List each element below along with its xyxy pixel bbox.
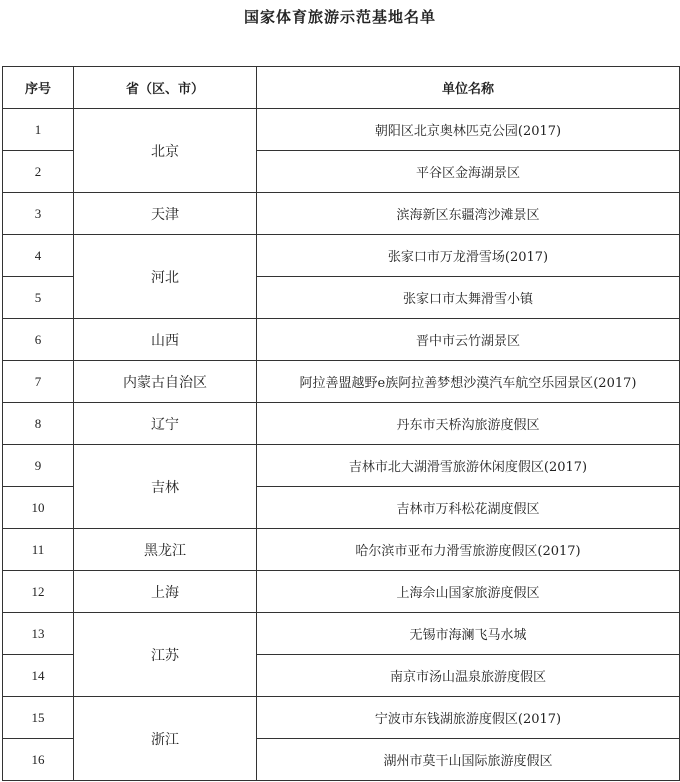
unit-name-cell: 朝阳区北京奥林匹克公园(2017) bbox=[257, 109, 680, 151]
row-number: 16 bbox=[3, 739, 74, 781]
unit-name-cell: 平谷区金海湖景区 bbox=[257, 151, 680, 193]
page-title: 国家体育旅游示范基地名单 bbox=[243, 8, 436, 26]
province-cell: 内蒙古自治区 bbox=[74, 361, 257, 403]
table-header-row bbox=[3, 67, 680, 109]
province-cell: 浙江 bbox=[74, 697, 257, 781]
row-number: 7 bbox=[3, 361, 74, 403]
province-cell: 黑龙江 bbox=[74, 529, 257, 571]
unit-name-cell: 阿拉善盟越野e族阿拉善梦想沙漠汽车航空乐园景区(2017) bbox=[257, 361, 680, 403]
province-cell: 辽宁 bbox=[74, 403, 257, 445]
row-number: 3 bbox=[3, 193, 74, 235]
province-cell: 上海 bbox=[74, 571, 257, 613]
table-row bbox=[3, 235, 680, 277]
table-row bbox=[3, 697, 680, 739]
unit-name-cell: 吉林市万科松花湖度假区 bbox=[257, 487, 680, 529]
base-list-table bbox=[2, 66, 680, 781]
header-province: 省（区、市） bbox=[74, 67, 257, 109]
table-row bbox=[3, 613, 680, 655]
unit-name-cell: 滨海新区东疆湾沙滩景区 bbox=[257, 193, 680, 235]
row-number: 14 bbox=[3, 655, 74, 697]
table-row bbox=[3, 109, 680, 151]
unit-name-cell: 晋中市云竹湖景区 bbox=[257, 319, 680, 361]
table-row bbox=[3, 571, 680, 613]
unit-name-cell: 宁波市东钱湖旅游度假区(2017) bbox=[257, 697, 680, 739]
province-cell: 江苏 bbox=[74, 613, 257, 697]
province-cell: 山西 bbox=[74, 319, 257, 361]
unit-name-cell: 无锡市海澜飞马水城 bbox=[257, 613, 680, 655]
table-row bbox=[3, 403, 680, 445]
province-cell: 河北 bbox=[74, 235, 257, 319]
header-unit-name: 单位名称 bbox=[257, 67, 680, 109]
province-cell: 北京 bbox=[74, 109, 257, 193]
table-row bbox=[3, 529, 680, 571]
unit-name-cell: 湖州市莫干山国际旅游度假区 bbox=[257, 739, 680, 781]
unit-name-cell: 上海佘山国家旅游度假区 bbox=[257, 571, 680, 613]
province-cell: 吉林 bbox=[74, 445, 257, 529]
unit-name-cell: 张家口市太舞滑雪小镇 bbox=[257, 277, 680, 319]
unit-name-cell: 南京市汤山温泉旅游度假区 bbox=[257, 655, 680, 697]
row-number: 10 bbox=[3, 487, 74, 529]
row-number: 9 bbox=[3, 445, 74, 487]
unit-name-cell: 吉林市北大湖滑雪旅游休闲度假区(2017) bbox=[257, 445, 680, 487]
row-number: 4 bbox=[3, 235, 74, 277]
table-row bbox=[3, 445, 680, 487]
unit-name-cell: 哈尔滨市亚布力滑雪旅游度假区(2017) bbox=[257, 529, 680, 571]
row-number: 13 bbox=[3, 613, 74, 655]
row-number: 12 bbox=[3, 571, 74, 613]
row-number: 2 bbox=[3, 151, 74, 193]
row-number: 5 bbox=[3, 277, 74, 319]
province-cell: 天津 bbox=[74, 193, 257, 235]
row-number: 1 bbox=[3, 109, 74, 151]
table-row bbox=[3, 361, 680, 403]
unit-name-cell: 张家口市万龙滑雪场(2017) bbox=[257, 235, 680, 277]
row-number: 15 bbox=[3, 697, 74, 739]
row-number: 6 bbox=[3, 319, 74, 361]
row-number: 8 bbox=[3, 403, 74, 445]
table-row bbox=[3, 319, 680, 361]
table-row bbox=[3, 193, 680, 235]
header-no: 序号 bbox=[3, 67, 74, 109]
unit-name-cell: 丹东市天桥沟旅游度假区 bbox=[257, 403, 680, 445]
row-number: 11 bbox=[3, 529, 74, 571]
